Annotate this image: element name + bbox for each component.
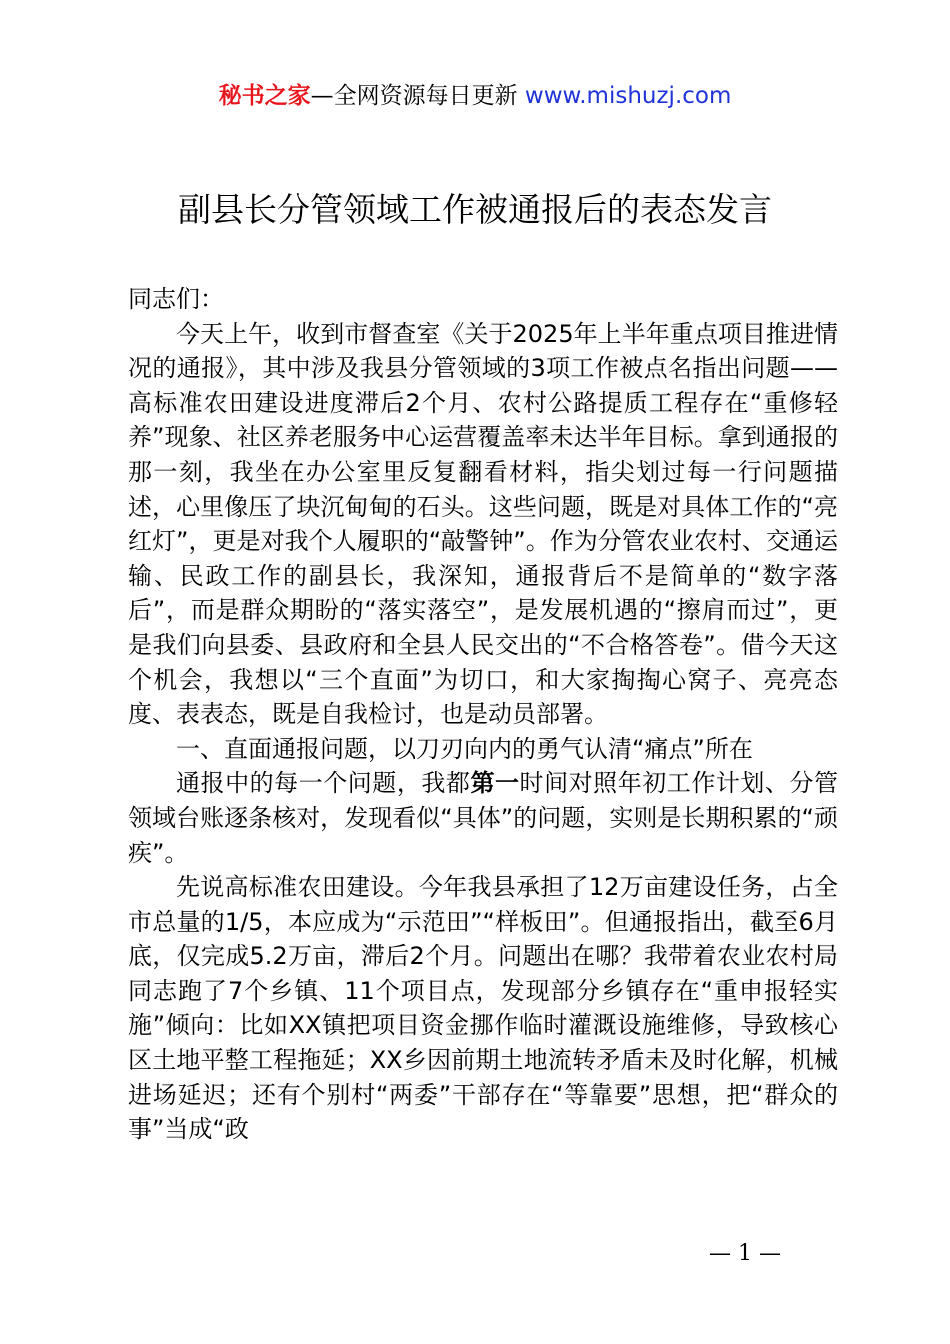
paragraph-2-text-end: 时间对照年初工作计划、分管领域台账逐条核对，发现看似“具体”的问题，实则是长期积累的“顽疾”。 bbox=[128, 769, 839, 867]
page-number: — 1 — bbox=[709, 1241, 781, 1266]
banner-brand: 秘书之家 bbox=[218, 83, 311, 109]
paragraph-1: 今天上午，收到市督查室《关于2025年上半年重点项目推进情况的通报》，其中涉及我县分管领域的3项工作被点名指出问题——高标准农田建设进度滞后2个月、农村公路提质工程存在“重修轻养”现象、社区养老服务中心运营覆盖率未达半年目标。拿到通报的那一刻，我坐在办公室里反复翻看材料，指尖划过每一行问题描述，心里像压了块沉甸甸的石头。这些问题，既是对具体工作的“亮红灯”，更是对我个人履职的“敲警钟”。作为分管农业农村、交通运输、民政工作的副县长，我深知，通报背后不是简单的“数字落后”，而是群众期盼的“落实落空”，是发展机遇的“擦肩而过”，更是我们向县委、县政府和全县人民交出的“不合格答卷”。借今天这个机会，我想以“三个直面”为切口，和大家掏掏心窝子、亮亮态度、表表态，既是自我检讨，也是动员部署。 bbox=[128, 319, 838, 729]
paragraph-2-text-start: 通报中的每一个问题，我都 bbox=[176, 769, 471, 798]
document-title: 副县长分管领域工作被通报后的表态发言 bbox=[178, 190, 772, 229]
paragraph-3: 先说高标准农田建设。今年我县承担了12万亩建设任务，占全市总量的1/5，本应成为“示范田”“样板田”。但通报指出，截至6月底，仅完成5.2万亩，滞后2个月。问题出在哪？我带着农业农村局同志跑了7个乡镇、11个项目点，发现部分乡镇存在“重申报轻实施”倾向：比如XX镇把项目资金挪作临时灌溉设施维修，导致核心区土地平整工程拖延；XX乡因前期土地流转矛盾未及时化解，机械进场延迟；还有个别村“两委”干部存在“等靠要”思想，把“群众的事”当成“政 bbox=[128, 873, 838, 1144]
paragraph-2-bold-text: 第一 bbox=[470, 769, 520, 798]
salutation: 同志们： bbox=[128, 285, 224, 313]
section-heading-1: 一、直面通报问题，以刀刃向内的勇气认清“痛点”所在 bbox=[176, 734, 753, 763]
document-body bbox=[128, 282, 838, 1147]
source-banner bbox=[0, 80, 950, 112]
banner-url-link[interactable]: www.mishuzj.com bbox=[524, 83, 732, 109]
banner-tagline: —全网资源每日更新 bbox=[310, 83, 518, 109]
paragraph-2 bbox=[128, 766, 838, 870]
